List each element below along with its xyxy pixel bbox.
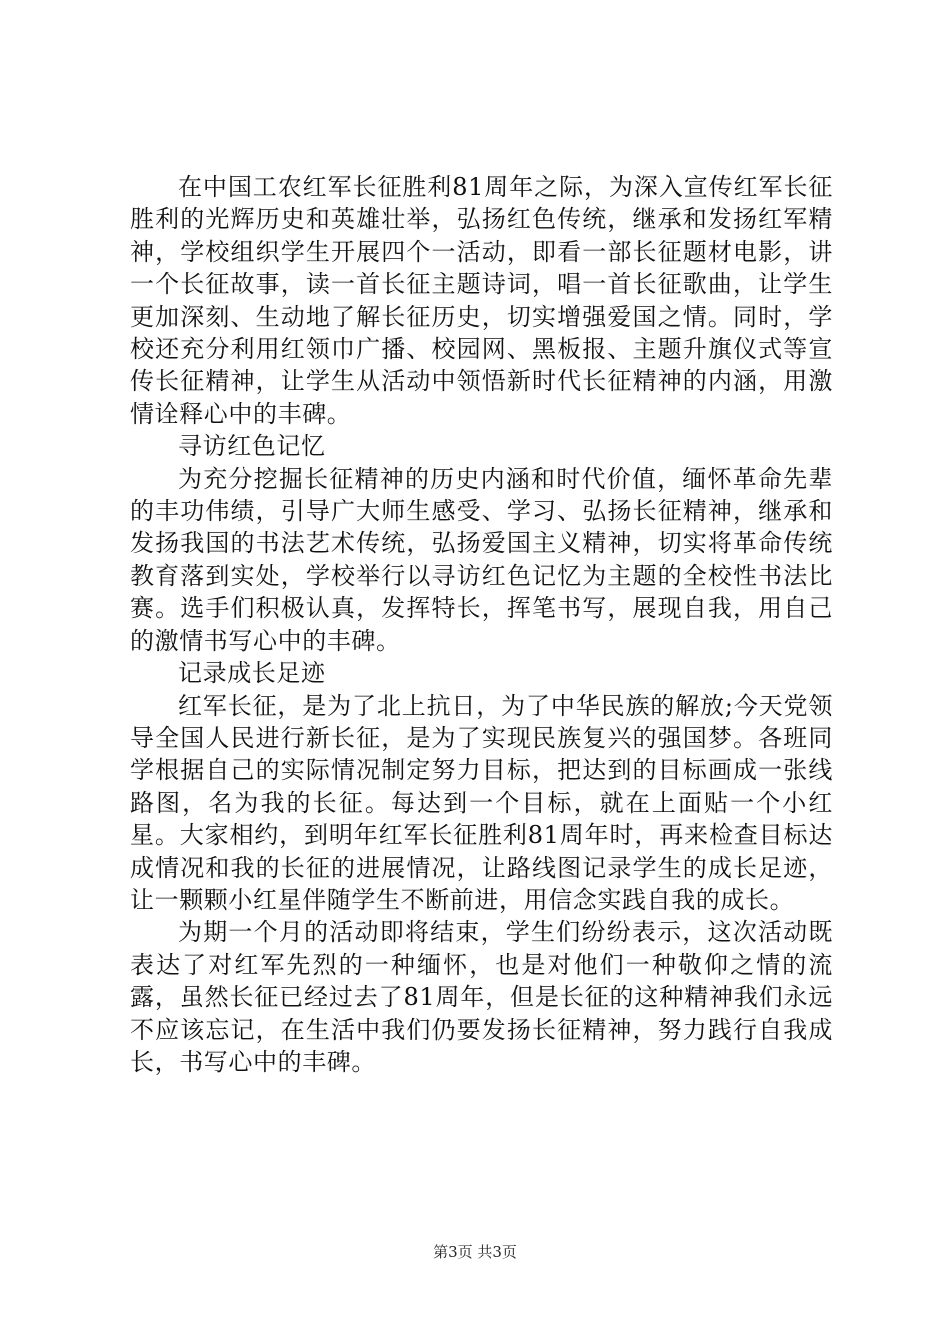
paragraph-calligraphy: 为充分挖掘长征精神的历史内涵和时代价值，缅怀革命先辈的丰功伟绩，引导广大师生感受、学习、弘扬长征精神，继承和发扬我国的书法艺术传统，弘扬爱国主义精神，切实将革命传统教育落到实处，学校举行以寻访红色记忆为主题的全校性书法比赛。选手们积极认真，发挥特长，挥笔书写，展现自我，用自己的激情书写心中的丰碑。 [130,464,833,655]
section-heading-red-memory: 寻访红色记忆 [178,432,326,461]
paragraph-long-march-route: 红军长征，是为了北上抗日，为了中华民族的解放;今天党领导全国人民进行新长征，是为了实现民族复兴的强国梦。各班同学根据自己的实际情况制定努力目标，把达到的目标画成一张线路图，名为我的长征。每达到一个目标，就在上面贴一个小红星。大家相约，到明年红军长征胜利81周年时，再来检查目标达成情况和我的长征的进展情况，让路线图记录学生的成长足迹，让一颗颗小红星伴随学生不断前进，用信念实践自我的成长。 [130,691,833,914]
section-heading-growth-footprints: 记录成长足迹 [178,659,326,688]
document-body [130,171,833,1078]
paragraph-intro: 在中国工农红军长征胜利81周年之际，为深入宣传红军长征胜利的光辉历史和英雄壮举，弘扬红色传统，继承和发扬红军精神，学校组织学生开展四个一活动，即看一部长征题材电影，讲一个长征故事，读一首长征主题诗词，唱一首长征歌曲，让学生更加深刻、生动地了解长征历史，切实增强爱国之情。同时，学校还充分利用红领巾广播、校园网、黑板报、主题升旗仪式等宣传长征精神，让学生从活动中领悟新时代长征精神的内涵，用激情诠释心中的丰碑。 [130,173,833,428]
page-number-footer: 第3页 共3页 [433,1243,517,1261]
paragraph-conclusion: 为期一个月的活动即将结束，学生们纷纷表示，这次活动既表达了对红军先烈的一种缅怀，也是对他们一种敬仰之情的流露，虽然长征已经过去了81周年，但是长征的这种精神我们永远不应该忘记，在生活中我们仍要发扬长征精神，努力践行自我成长，书写心中的丰碑。 [130,918,833,1076]
